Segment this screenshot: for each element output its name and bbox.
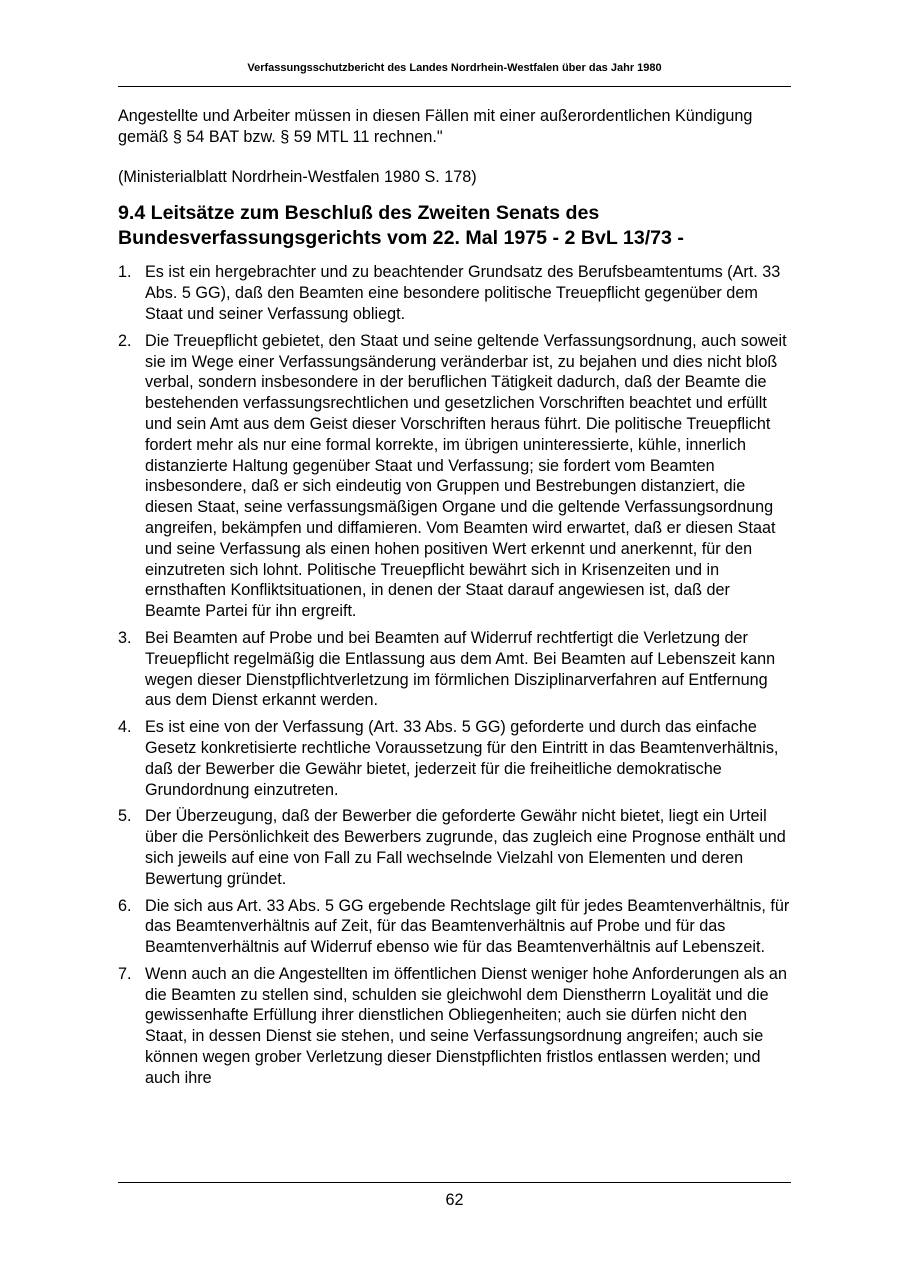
list-item-text: Es ist ein hergebrachter und zu beachtender Grundsatz des Berufsbeamtentums (Art. 33 Abs. 5 GG), daß den Beamten eine besondere politische Treuepflicht gegenüber dem Staat und seiner Verfassung obliegt. (145, 263, 781, 323)
list-item-number: 7. (118, 964, 132, 983)
list-item-text: Bei Beamten auf Probe und bei Beamten auf Widerruf rechtfertigt die Verletzung der Treuepflicht regelmäßig die Entlassung aus dem Amt. Bei Beamten auf Lebenszeit kann wegen dieser Dienstpflichtverletzung im förmlichen Disziplinarverfahren auf Entfernung aus dem Dienst erkannt werden. (145, 628, 776, 710)
intro-paragraph: Angestellte und Arbeiter müssen in diesen Fällen mit einer außerordentlichen Kündigung gemäß § 54 BAT bzw. § 59 MTL 11 rechnen." (118, 107, 753, 146)
list-item (118, 717, 790, 800)
section-heading-line-2: Bundesverfassungsgerichts vom 22. Mal 1975 - 2 BvL 13/73 - (118, 226, 684, 249)
list-item-text: Die Treuepflicht gebietet, den Staat und seine geltende Verfassungsordnung, auch soweit sie im Wege einer Verfassungsänderung veränderbar ist, zu bejahen und dies nicht bloß verbal, sondern insbesondere in der beruflichen Tätigkeit dadurch, daß der Beamte die bestehenden verfassungsrechtlichen und gesetzlichen Vorschriften beachtet und erfüllt und sein Amt aus dem Geist dieser Vorschriften heraus führt. Die politische Treuepflicht fordert mehr als nur eine formal korrekte, im übrigen uninteressierte, kühle, innerlich distanzierte Haltung gegenüber Staat und Verfassung; sie fordert vom Beamten insbesondere, daß er sich eindeutig von Gruppen und Bestrebungen distanziert, die diesen Staat, seine verfassungsmäßigen Organe und die geltende Verfassungsordnung angreifen, bekämpfen und diffamieren. Vom Beamten wird erwartet, daß er diesen Staat und seine Verfassung als einen hohen positiven Wert erkennt und anerkennt, für den einzutreten sich lohnt. Politische Treuepflicht bewährt sich in Krisenzeiten und in ernsthaften Konfliktsituationen, in denen der Staat darauf angewiesen ist, daß der Beamte Partei für ihn ergreift. (145, 331, 787, 621)
list-item-number: 2. (118, 331, 132, 350)
principles-list (118, 262, 790, 1088)
footer-divider (118, 1182, 791, 1183)
page-content (118, 106, 790, 1095)
page-number: 62 (445, 1191, 464, 1209)
source-citation: (Ministerialblatt Nordrhein-Westfalen 1980 S. 178) (118, 167, 477, 186)
list-item-text: Es ist eine von der Verfassung (Art. 33 Abs. 5 GG) geforderte und durch das einfache Gesetz konkretisierte rechtliche Voraussetzung für den Eintritt in das Beamtenverhältnis, daß der Bewerber die Gewähr bietet, jederzeit für die freiheitliche demokratische Grundordnung einzutreten. (145, 718, 779, 799)
list-item (118, 964, 790, 1089)
list-item (118, 262, 790, 324)
list-item-number: 3. (118, 628, 132, 647)
section-heading-line-1: 9.4 Leitsätze zum Beschluß des Zweiten Senats des (118, 202, 600, 225)
header-divider (118, 86, 791, 87)
running-header: Verfassungsschutzbericht des Landes Nordrhein-Westfalen über das Jahr 1980 (247, 62, 662, 74)
list-item-number: 5. (118, 807, 132, 826)
list-item-number: 1. (118, 263, 132, 282)
section-heading (118, 201, 790, 250)
list-item (118, 628, 790, 711)
list-item-number: 4. (118, 718, 132, 737)
list-item-text: Der Überzeugung, daß der Bewerber die geforderte Gewähr nicht bietet, liegt ein Urteil über die Persönlichkeit des Bewerbers zugrunde, das zugleich eine Prognose enthält und sich jeweils auf eine von Fall zu Fall wechselnde Vielzahl von Elementen und deren Bewertung gründet. (145, 807, 786, 888)
list-item (118, 896, 790, 958)
list-item-text: Wenn auch an die Angestellten im öffentlichen Dienst weniger hohe Anforderungen als an die Beamten zu stellen sind, schulden sie gleichwohl dem Dienstherrn Loyalität und die gewissenhafte Erfüllung ihrer dienstlichen Obliegenheiten; auch sie dürfen nicht den Staat, in dessen Dienst sie stehen, und seine Verfassungsordnung angreifen; auch sie können wegen grober Verletzung dieser Dienstpflichten fristlos entlassen werden; und auch ihre (145, 964, 787, 1087)
list-item-number: 6. (118, 896, 132, 915)
list-item (118, 806, 790, 889)
list-item (118, 331, 790, 622)
list-item-text: Die sich aus Art. 33 Abs. 5 GG ergebende Rechtslage gilt für jedes Beamtenverhältnis, für das Beamtenverhältnis auf Zeit, für das Beamtenverhältnis auf Probe und für das Beamtenverhältnis auf Widerruf ebenso wie für das Beamtenverhältnis auf Lebenszeit. (145, 896, 790, 957)
